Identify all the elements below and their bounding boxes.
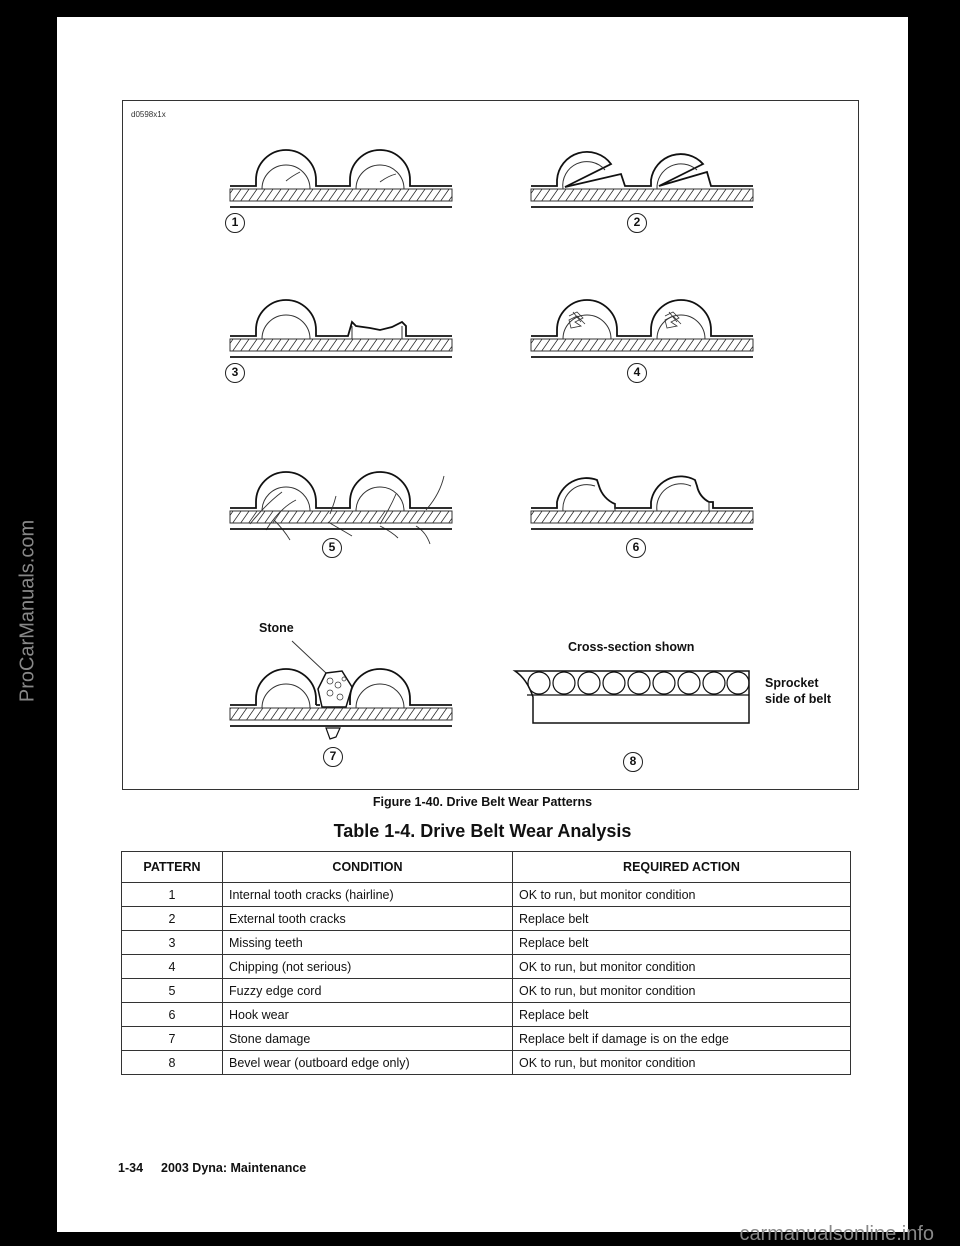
belt-diagram-8	[513, 667, 753, 729]
table-row	[122, 1051, 851, 1075]
cell-condition: Hook wear	[223, 1003, 513, 1027]
pattern-number-3: 3	[225, 363, 245, 383]
table-row	[122, 931, 851, 955]
pattern-number-1: 1	[225, 213, 245, 233]
cross-section-label: Cross-section shown	[568, 640, 695, 654]
page-number: 1-34	[118, 1161, 144, 1175]
header-pattern: PATTERN	[122, 852, 223, 883]
table-row	[122, 979, 851, 1003]
cell-pattern: 6	[122, 1003, 223, 1027]
table-row	[122, 955, 851, 979]
belt-diagram-7	[230, 635, 460, 735]
cell-pattern: 1	[122, 883, 223, 907]
pattern-number-4: 4	[627, 363, 647, 383]
cell-condition: Stone damage	[223, 1027, 513, 1051]
cell-pattern: 8	[122, 1051, 223, 1075]
belt-diagram-4	[531, 292, 761, 362]
cell-condition: Fuzzy edge cord	[223, 979, 513, 1003]
cell-pattern: 4	[122, 955, 223, 979]
table-row	[122, 1003, 851, 1027]
sprocket-label-line2: side of belt	[765, 692, 831, 706]
wear-analysis-table	[121, 851, 851, 1075]
cell-condition: Missing teeth	[223, 931, 513, 955]
header-required-action: REQUIRED ACTION	[513, 852, 851, 883]
cell-pattern: 7	[122, 1027, 223, 1051]
pattern-number-6: 6	[626, 538, 646, 558]
pattern-number-5: 5	[322, 538, 342, 558]
header-condition: CONDITION	[223, 852, 513, 883]
pattern-number-2: 2	[627, 213, 647, 233]
cell-condition: Internal tooth cracks (hairline)	[223, 883, 513, 907]
pattern-number-7: 7	[323, 747, 343, 767]
belt-diagram-6	[531, 464, 761, 544]
cell-action: Replace belt	[513, 1003, 851, 1027]
manual-page	[57, 17, 934, 1245]
cell-action: OK to run, but monitor condition	[513, 979, 851, 1003]
figure-id: d0598x1x	[131, 110, 166, 119]
section-title: 2003 Dyna: Maintenance	[161, 1161, 307, 1175]
table-row	[122, 883, 851, 907]
table-row	[122, 1027, 851, 1051]
belt-diagram-1	[230, 142, 460, 212]
pattern-number-8: 8	[623, 752, 643, 772]
cell-pattern: 5	[122, 979, 223, 1003]
cell-action: OK to run, but monitor condition	[513, 1051, 851, 1075]
belt-diagram-2	[531, 142, 761, 212]
belt-diagram-3	[230, 292, 460, 362]
cell-action: Replace belt	[513, 907, 851, 931]
table-header-row	[122, 852, 851, 883]
stone-label: Stone	[259, 621, 294, 635]
cell-pattern: 2	[122, 907, 223, 931]
cell-action: OK to run, but monitor condition	[513, 955, 851, 979]
cell-action: Replace belt	[513, 931, 851, 955]
cell-pattern: 3	[122, 931, 223, 955]
watermark-bottom: carmanualsonline.info	[739, 1223, 934, 1245]
figure-caption: Figure 1-40. Drive Belt Wear Patterns	[372, 795, 593, 809]
cell-condition: Bevel wear (outboard edge only)	[223, 1051, 513, 1075]
table-row	[122, 907, 851, 931]
belt-diagram-5	[230, 464, 460, 544]
page-footer	[118, 1161, 306, 1175]
cell-condition: Chipping (not serious)	[223, 955, 513, 979]
sprocket-label	[765, 675, 831, 707]
watermark-side: ProCarManuals.com	[16, 519, 39, 703]
cell-action: OK to run, but monitor condition	[513, 883, 851, 907]
cell-condition: External tooth cracks	[223, 907, 513, 931]
sprocket-label-line1: Sprocket	[765, 676, 819, 690]
cell-action: Replace belt if damage is on the edge	[513, 1027, 851, 1051]
table-title: Table 1-4. Drive Belt Wear Analysis	[333, 821, 632, 841]
